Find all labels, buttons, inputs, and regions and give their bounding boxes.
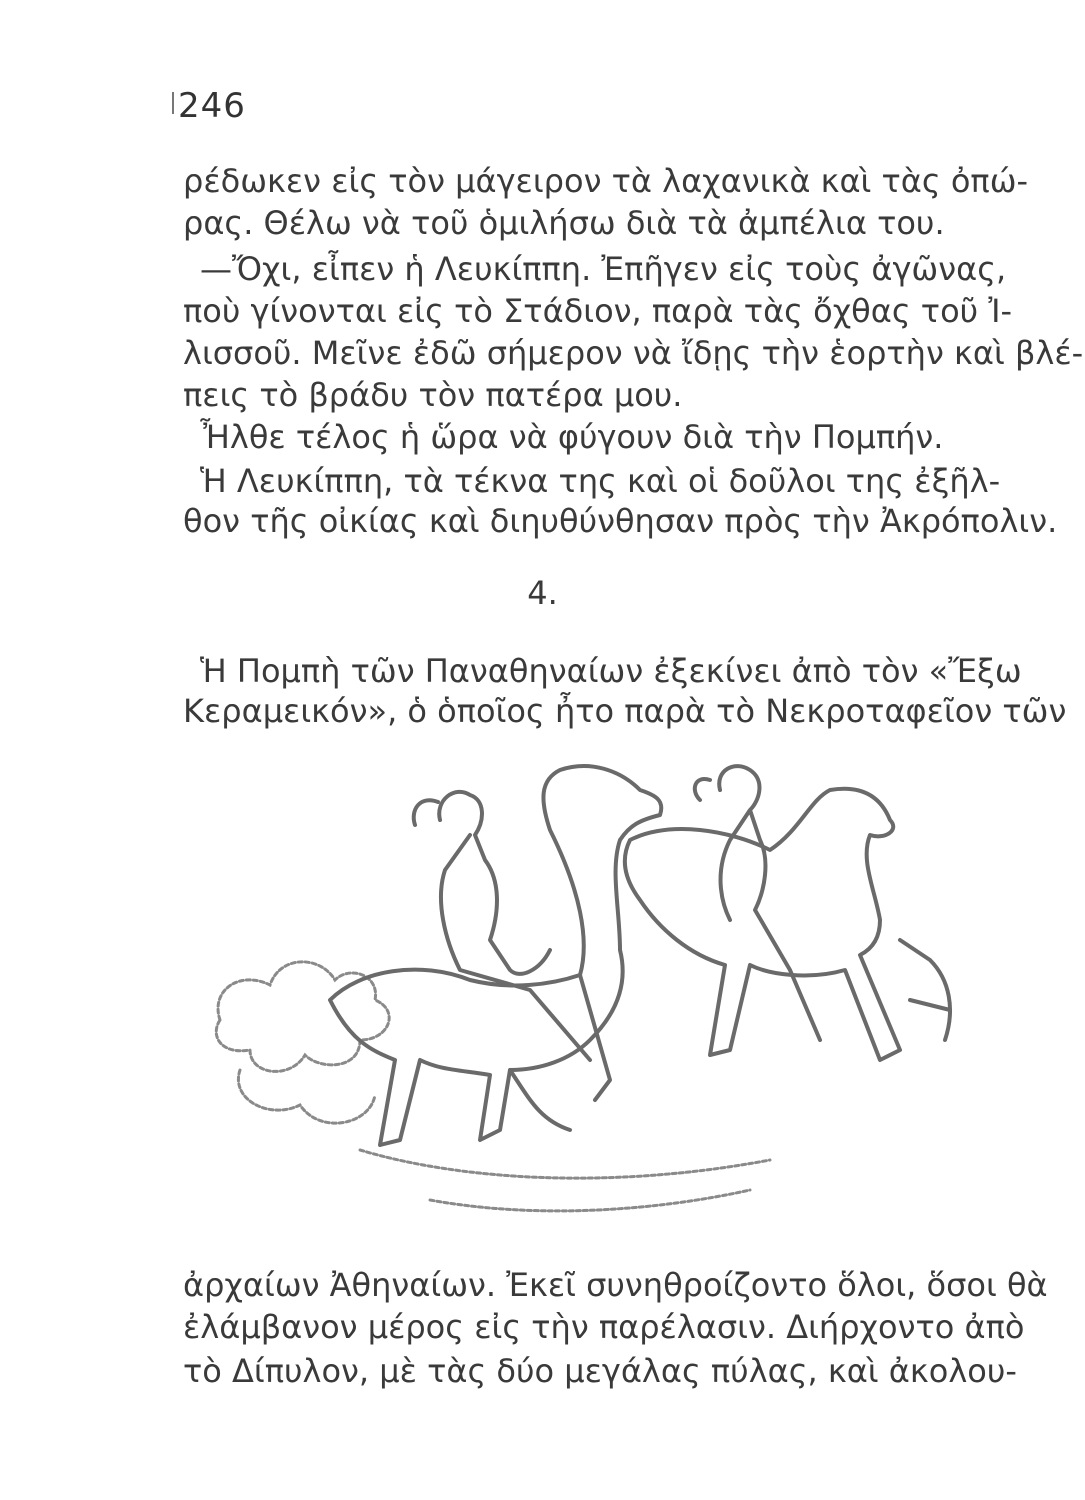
text-line: Ἡ Λευκίππη, τὰ τέκνα της καὶ οἱ δοῦλοι της ἐξῆλ- — [200, 462, 1001, 500]
left-rider — [439, 792, 590, 1060]
horse-riders-drawing — [210, 740, 970, 1240]
text-line: ἀρχαίων Ἀθηναίων. Ἐκεῖ συνηθροίζοντο ὅλοι, ὅσοι θὰ — [183, 1266, 1048, 1304]
right-rider — [719, 766, 820, 1040]
left-horse — [330, 766, 661, 1145]
page-number — [178, 86, 246, 126]
text-line: πεις τὸ βράδυ τὸν πατέρα μου. — [183, 376, 683, 414]
section-number: 4. — [527, 574, 558, 612]
text-line: θον τῆς οἰκίας καὶ διηυθύνθησαν πρὸς τὴν Ἀκρόπολιν. — [183, 502, 1058, 540]
text-line: τὸ Δίπυλον, μὲ τὰς δύο μεγάλας πύλας, καὶ ἀκολου- — [183, 1352, 1017, 1390]
text-line: ποὺ γίνονται εἰς τὸ Στάδιον, παρὰ τὰς ὄχθας τοῦ Ἰ- — [183, 292, 1013, 330]
page-number-text: 246 — [178, 86, 246, 126]
text-line: ἐλάμβανον μέρος εἰς τὴν παρέλασιν. Διήρχοντο ἀπὸ — [183, 1308, 1025, 1346]
text-line: ρέδωκεν εἰς τὸν μάγειρον τὰ λαχανικὰ καὶ τὰς ὀπώ- — [183, 162, 1029, 200]
text-line: Ἦλθε τέλος ἡ ὥρα νὰ φύγουν διὰ τὴν Πομπήν. — [200, 418, 944, 456]
ground — [360, 1150, 770, 1211]
text-line: —Ὄχι, εἶπεν ἡ Λευκίππη. Ἐπῆγεν εἰς τοὺς ἀγῶνας, — [200, 250, 1007, 288]
text-line: ρας. Θέλω νὰ τοῦ ὁμιλήσω διὰ τὰ ἀμπέλια του. — [183, 204, 945, 242]
text-line: λισσοῦ. Μεῖνε ἐδῶ σήμερον νὰ ἴδῃς τὴν ἑορτὴν καὶ βλέ- — [183, 334, 1084, 372]
horse-riders-illustration — [210, 740, 970, 1240]
margin-mark — [172, 92, 174, 114]
text-line: Ἡ Πομπὴ τῶν Παναθηναίων ἐξεκίνει ἀπὸ τὸν «Ἔξω — [200, 652, 1022, 690]
text-line: Κεραμεικόν», ὁ ὁποῖος ἦτο παρὰ τὸ Νεκροταφεῖον τῶν — [183, 692, 1067, 730]
